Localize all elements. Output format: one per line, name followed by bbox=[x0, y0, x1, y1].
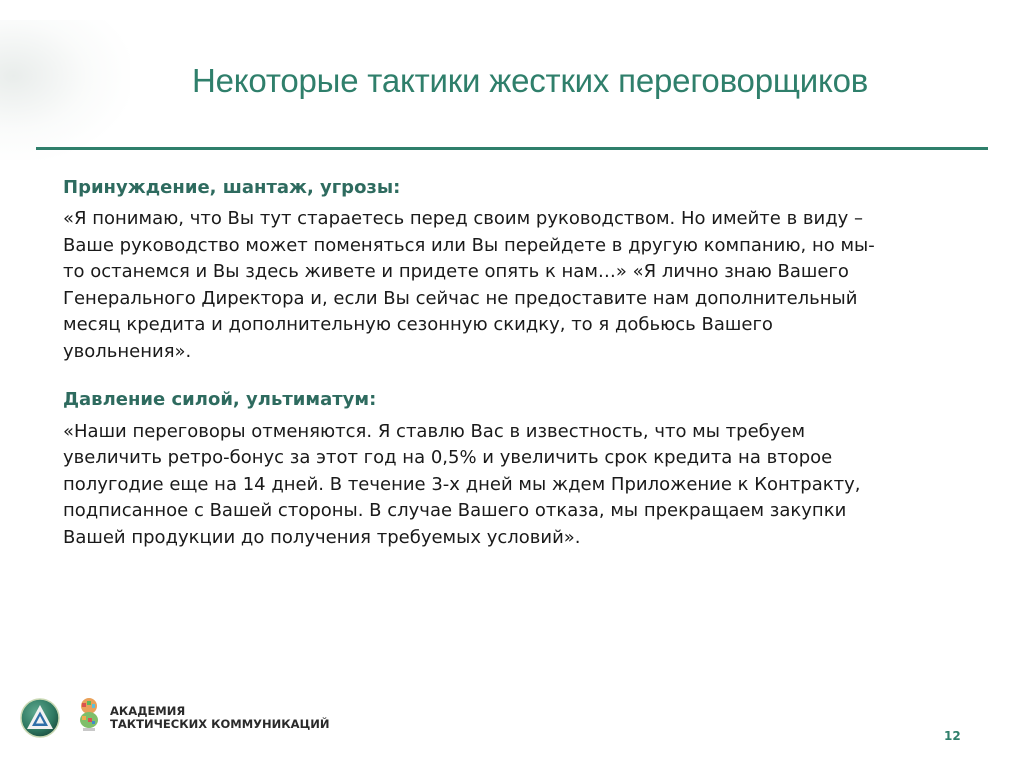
section-body-ultimatum bbox=[63, 419, 973, 552]
text-line: месяц кредита и дополнительную сезонную скидку, то я добьюсь Вашего bbox=[63, 314, 773, 336]
text-line: полугодие еще на 14 дней. В течение 3-х дней мы ждем Приложение к Контракту, bbox=[63, 473, 861, 495]
triangle-a-logo-icon bbox=[20, 698, 60, 738]
text-line: увеличить ретро-бонус за этот год на 0,5% и увеличить срок кредита на второе bbox=[63, 447, 833, 469]
page-number: 12 bbox=[944, 729, 961, 743]
section-body-coercion bbox=[63, 206, 973, 366]
corner-decoration bbox=[0, 20, 130, 160]
organization-name-line1: АКАДЕМИЯ bbox=[110, 704, 186, 718]
text-line: подписанное с Вашей стороны. В случае Вашего отказа, мы прекращаем закупки bbox=[63, 500, 847, 522]
organization-name-line2: ТАКТИЧЕСКИХ КОММУНИКАЦИЙ bbox=[110, 717, 330, 731]
section-heading-ultimatum: Давление силой, ультиматум: bbox=[63, 388, 377, 410]
text-line: увольнения». bbox=[63, 340, 192, 362]
text-line: то останемся и Вы здесь живете и придете опять к нам…» «Я лично знаю Вашего bbox=[63, 261, 849, 283]
slide-title: Некоторые тактики жестких переговорщиков bbox=[192, 62, 869, 99]
text-line: «Я понимаю, что Вы тут стараетесь перед своим руководством. Но имейте в виду – bbox=[63, 208, 864, 229]
heads-emblem-icon bbox=[76, 697, 102, 733]
text-line: Генерального Директора и, если Вы сейчас не предоставите нам дополнительный bbox=[63, 287, 858, 309]
title-divider bbox=[36, 147, 988, 150]
slide-content bbox=[63, 177, 973, 552]
text-line: Вашей продукции до получения требуемых условий». bbox=[63, 526, 581, 548]
text-line: «Наши переговоры отменяются. Я ставлю Вас в известность, что мы требуем bbox=[63, 420, 806, 442]
section-heading-coercion: Принуждение, шантаж, угрозы: bbox=[63, 177, 401, 198]
organization-name bbox=[110, 705, 330, 731]
text-line: Ваше руководство может поменяться или Вы перейдете в другую компанию, но мы- bbox=[63, 234, 875, 256]
